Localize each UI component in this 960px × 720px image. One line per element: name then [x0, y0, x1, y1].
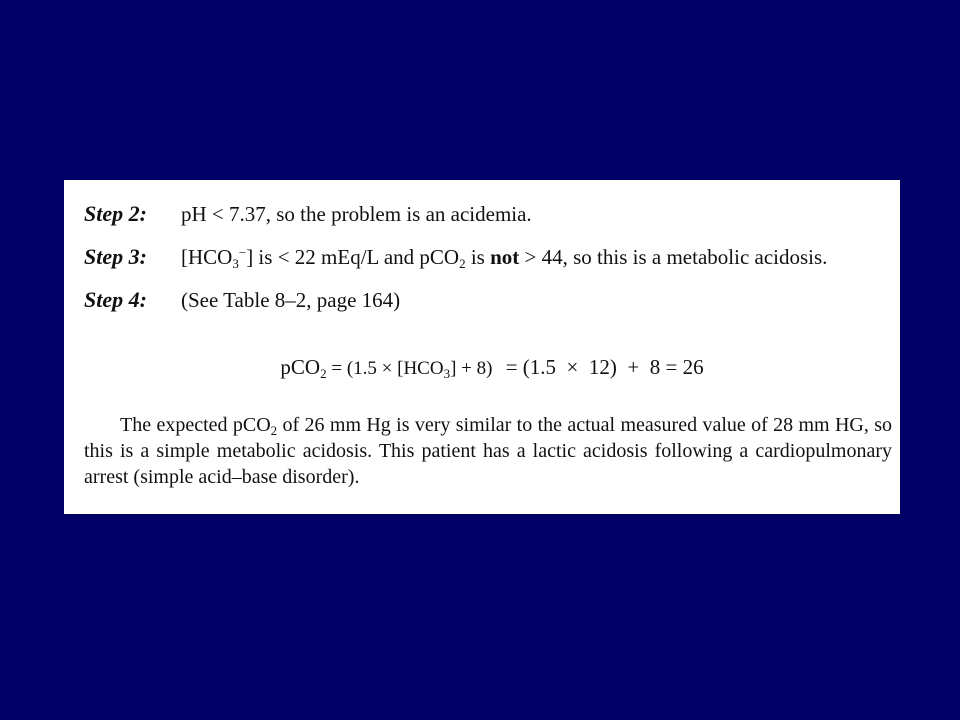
- step-3-text-d: > 44, so this is a metabolic acidosis.: [519, 245, 828, 269]
- step-4-label: Step 4:: [84, 287, 147, 312]
- paragraph-text-b: of 26 mm Hg is very similar to the actual measured value of 28 mm HG, so this is a simple metabolic acidosis. This patient has a lactic acidosis following a cardiopulmonary arrest (simple acid–base disorder).: [84, 414, 892, 488]
- step-3-sub-3: 3: [232, 256, 239, 271]
- step-2-text: pH < 7.37, so the problem is an acidemia.: [181, 202, 532, 226]
- paragraph-text-a: The expected pCO: [120, 414, 271, 436]
- step-3-text-a: [HCO: [181, 245, 233, 269]
- equation-eq-1: =: [326, 358, 347, 379]
- equation-formula-a: (1.5 × [HCO: [346, 358, 444, 379]
- step-2-row: [84, 202, 532, 226]
- equation-formula-b: ] + 8): [450, 358, 493, 379]
- equation-eq-2: =: [500, 355, 523, 379]
- equation-lhs-sub: 2: [320, 366, 327, 381]
- step-3-text-b: ] is < 22 mEq/L and pCO: [246, 245, 460, 269]
- step-3-text: [181, 245, 827, 269]
- step-3-sub-2: 2: [459, 256, 466, 271]
- pco2-equation: [64, 355, 900, 380]
- step-3-bold-not: not: [490, 245, 520, 269]
- step-3-row: [84, 245, 827, 269]
- paragraph-sub: 2: [270, 423, 278, 438]
- step-3-label: Step 3:: [84, 244, 147, 269]
- step-2-label: Step 2:: [84, 201, 147, 226]
- equation-calc: (1.5 × 12) + 8: [522, 355, 661, 379]
- equation-result: 26: [682, 355, 704, 379]
- equation-eq-3: =: [660, 355, 683, 379]
- step-3-sup-minus: −: [238, 245, 247, 260]
- explanation-paragraph: [84, 412, 892, 490]
- step-4-row: [84, 288, 400, 312]
- equation-lhs: pCO: [280, 355, 321, 379]
- step-3-text-c: is: [465, 245, 491, 269]
- equation-formula-sub: 3: [443, 366, 451, 381]
- content-panel: [64, 180, 900, 514]
- step-4-text: (See Table 8–2, page 164): [181, 288, 401, 312]
